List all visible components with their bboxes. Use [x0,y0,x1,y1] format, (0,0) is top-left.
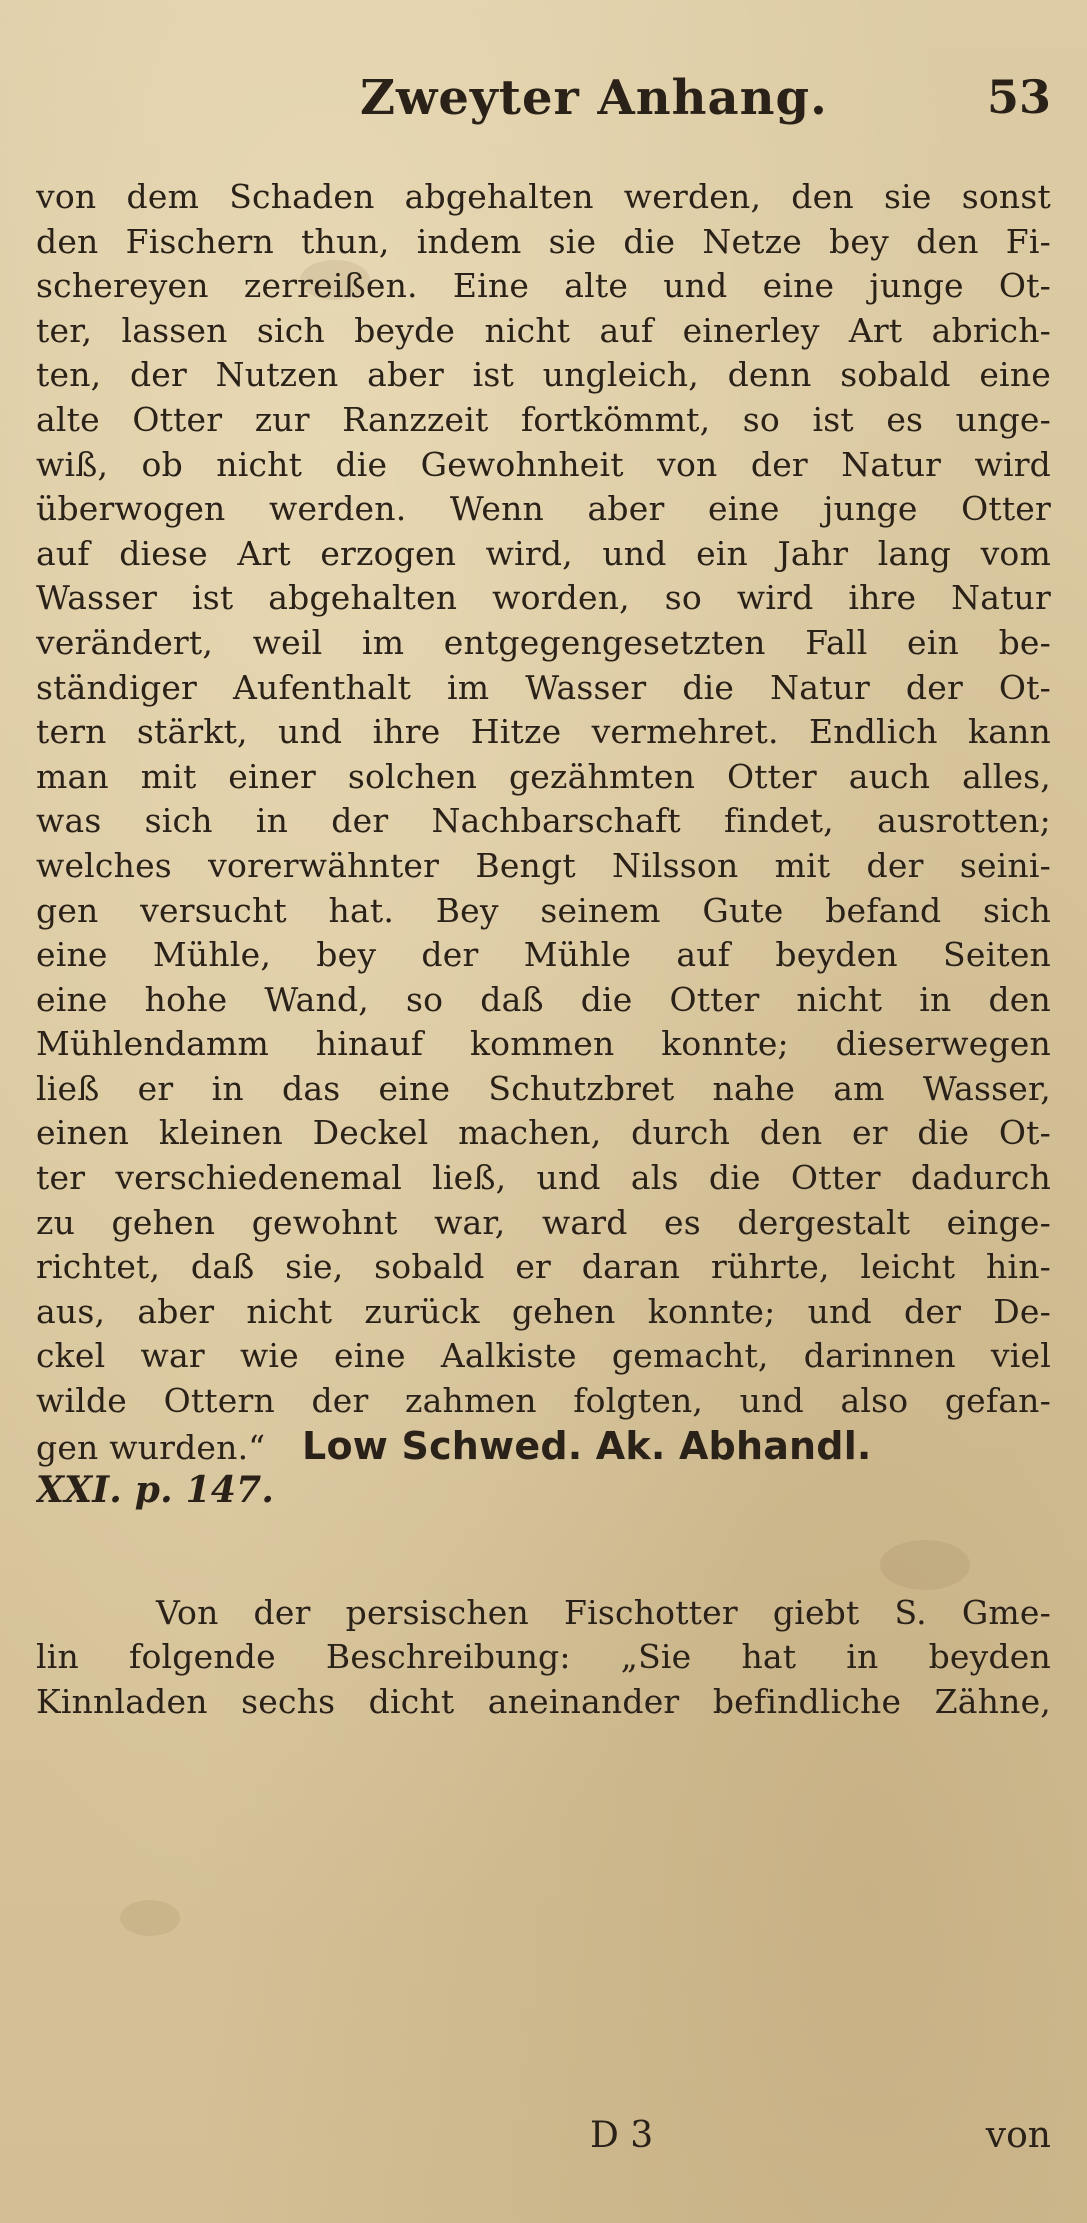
text-line: ter, lassen sich beyde nicht auf einerley Art abrich- [36,310,1051,350]
text-line: eine hohe Wand, so daß die Otter nicht in den [36,979,1051,1019]
citation-reference: XXI. p. 147. [36,1469,275,1512]
text-line: ten, der Nutzen aber ist ungleich, denn sobald eine [36,355,1051,395]
text-line-with-citation [36,1424,1051,1469]
text-line: eine Mühle, bey der Mühle auf beyden Seiten [36,935,1051,975]
text-line: man mit einer solchen gezähmten Otter auch alles, [36,756,1051,796]
text-line: einen kleinen Deckel machen, durch den er die Ot- [36,1113,1051,1153]
text-line: Kinnladen sechs dicht aneinander befindliche Zähne, [36,1682,1051,1721]
catchword: von [985,2115,1051,2156]
text-line: wilde Ottern der zahmen folgten, und also gefan- [36,1381,1051,1421]
citation-source: Low Schwed. Ak. Abhandl. [302,1423,872,1468]
text-line: lin folgende Beschreibung: „Sie hat in beyden [36,1637,1051,1677]
page-number: 53 [986,70,1051,124]
text-line: Von der persischen Fischotter giebt S. Gme- [156,1592,1051,1632]
text-line: von dem Schaden abgehalten werden, den sie sonst [36,177,1051,216]
text-line: alte Otter zur Ranzzeit fortkömmt, so ist es unge- [36,399,1051,439]
text-line: wiß, ob nicht die Gewohnheit von der Natur wird [36,444,1051,484]
text-line: ließ er in das eine Schutzbret nahe am Wasser, [36,1068,1051,1108]
text-line: überwogen werden. Wenn aber eine junge Otter [36,489,1051,529]
text-line: gen versucht hat. Bey seinem Gute befand sich [36,890,1051,930]
text-line: schereyen zerreißen. Eine alte und eine junge Ot- [36,266,1051,306]
text-line: zu gehen gewohnt war, ward es dergestalt einge- [36,1202,1051,1242]
citation-reference-line [36,1468,1051,1513]
text-line: welches vorerwähnter Bengt Nilsson mit der seini- [36,845,1051,885]
page-footer [0,2115,1087,2175]
page-header [0,62,1087,142]
signature-mark: D 3 [590,2115,654,2156]
text-line: Mühlendamm hinauf kommen konnte; dieserwegen [36,1024,1051,1064]
text-line: was sich in der Nachbarschaft findet, ausrotten; [36,801,1051,841]
closing-text: gen wurden.“ [36,1427,266,1467]
text-line: ter verschiedenemal ließ, und als die Otter dadurch [36,1158,1051,1198]
text-line: richtet, daß sie, sobald er daran rührte, leicht hin- [36,1247,1051,1287]
text-line: Wasser ist abgehalten worden, so wird ihre Natur [36,578,1051,618]
paragraph-persian-otter [36,1591,1051,1725]
text-line: den Fischern thun, indem sie die Netze bey den Fi- [36,221,1051,261]
text-line: auf diese Art erzogen wird, und ein Jahr lang vom [36,533,1051,573]
paragraph-otter-taming [36,175,1051,1513]
body-text [36,175,1051,1725]
paper-stain [120,1900,180,1936]
text-line: tern stärkt, und ihre Hitze vermehret. Endlich kann [36,712,1051,752]
text-line: ständiger Aufenthalt im Wasser die Natur der Ot- [36,667,1051,707]
text-line: verändert, weil im entgegengesetzten Fall ein be- [36,622,1051,662]
running-title: Zweyter Anhang. [360,70,828,126]
text-line: aus, aber nicht zurück gehen konnte; und der De- [36,1291,1051,1331]
text-line: ckel war wie eine Aalkiste gemacht, darinnen viel [36,1336,1051,1376]
paragraph-gap [36,1513,1051,1591]
